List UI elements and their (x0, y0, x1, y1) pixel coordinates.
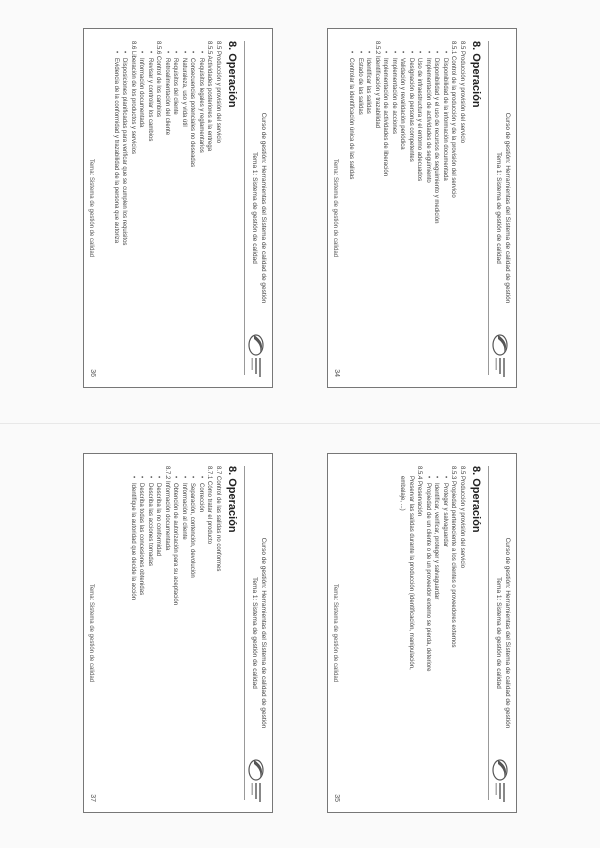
bullet-icon: • (155, 476, 162, 479)
slide-line (432, 466, 441, 800)
slide-line (407, 466, 416, 800)
line-text: Disposiciones planificadas para verificar que se cumplen los requisitos (121, 58, 128, 246)
slide-footer: Tema: Sistema de gestión de calidad (332, 583, 338, 683)
bullet-icon: • (189, 51, 196, 54)
slide-line (137, 41, 146, 375)
line-text: Implementación de actividades de seguimiento (425, 58, 431, 183)
logo-icon (246, 331, 268, 379)
line-text: 8.5 Producción y provisión del servicio (459, 41, 465, 144)
line-text: Propiedad de un cliente o de un proveedor externo se pierda, deteriore (425, 483, 431, 672)
bullet-icon: • (172, 476, 179, 479)
slide-line (449, 466, 458, 800)
line-text: Uso de infraestructura y el entorno adecuados (416, 58, 423, 182)
slide-line (180, 41, 189, 375)
line-text: Naturaleza, uso y vida útil (181, 58, 187, 127)
bullet-icon: • (399, 51, 406, 54)
header-line-2: Tema 1: Sistema de gestión de calidad (495, 577, 502, 689)
slide-body (112, 41, 223, 375)
bullet-icon: • (113, 51, 119, 54)
slide-line (214, 466, 223, 800)
slide-line (146, 466, 155, 800)
bullet-icon: • (181, 51, 187, 54)
slide-line (163, 41, 172, 375)
slide-line (129, 41, 138, 375)
slide-footer: Tema: Sistema de gestión de calidad (88, 583, 94, 683)
line-text: Identificar, verificar, proteger y salvaguardar (433, 483, 440, 600)
slide-line (381, 41, 390, 375)
slide-footer: Tema: Sistema de gestión de calidad (332, 158, 338, 258)
bullet-icon: • (138, 476, 145, 479)
page-fold (0, 423, 600, 424)
slide-line (171, 41, 180, 375)
line-text: Evidencia de la conformidad y trazabilidad de la persona que autoriza (113, 58, 119, 244)
line-text: 8.5 Producción y provisión del servicio (459, 466, 465, 569)
slide-line (137, 466, 146, 800)
bullet-icon: • (147, 476, 153, 479)
logo-icon (246, 756, 268, 804)
bullet-icon: • (172, 51, 179, 54)
slide-line (398, 466, 407, 800)
line-text: 8.6 Liberación de los productos y servicios (130, 41, 136, 155)
line-text: 8.5 Producción y provisión del servicio (215, 41, 221, 144)
line-text: Describa todas las concesiones obtenidas (138, 483, 145, 596)
bullet-icon: • (181, 476, 187, 479)
slide-line (180, 466, 189, 800)
line-text: 8.7.1 Cómo tratar el producto (206, 466, 213, 545)
page-number: 36 (89, 369, 96, 377)
bullet-icon: • (442, 51, 448, 54)
header-line-1: Curso de gestión: Herramientas del Sistema de calidad de gestión (504, 112, 511, 304)
line-text: 8.5.6 Control de los cambios (155, 41, 162, 118)
slide-line (347, 41, 356, 375)
slide-34 (327, 28, 517, 388)
slide-line (441, 41, 450, 375)
slide-line (424, 41, 433, 375)
slide-line (197, 41, 206, 375)
slide-line (205, 41, 214, 375)
bullet-icon: • (189, 476, 196, 479)
slide-line (146, 41, 155, 375)
slide-title: 8. Operación (470, 466, 482, 533)
slide-line (458, 466, 467, 800)
line-text: Obtención de autorización para su aceptación (172, 483, 179, 606)
line-text: 8.5.5 Actividades posteriores a la entrega (206, 41, 213, 152)
bullet-icon: • (425, 476, 431, 479)
slide-line (214, 41, 223, 375)
bullet-icon: • (391, 51, 397, 54)
slide-line (432, 41, 441, 375)
slide-line (458, 41, 467, 375)
slide-line (154, 41, 163, 375)
slide-body (129, 466, 223, 800)
bullet-icon: • (442, 476, 448, 479)
line-text: Información al cliente (181, 483, 187, 540)
page-number: 34 (333, 369, 340, 377)
line-text: Implementación de actividades de liberación (382, 58, 389, 177)
slide-line (205, 466, 214, 800)
line-text: Controlar la identificación única de las salidas (348, 58, 355, 180)
bullet-icon: • (198, 476, 204, 479)
logo-icon (490, 756, 512, 804)
slide-line (120, 41, 129, 375)
slide-37 (83, 453, 273, 813)
bullet-icon: • (198, 51, 204, 54)
line-text: Información documentada (138, 58, 145, 128)
slide-line (129, 466, 138, 800)
slide-line (163, 466, 172, 800)
header-line-2: Tema 1: Sistema de gestión de calidad (495, 152, 502, 264)
logo-icon (490, 331, 512, 379)
line-text: Identificar las salidas (365, 58, 372, 114)
line-text: Disponibilidad y el uso de recursos de seguimiento y medición (433, 58, 440, 224)
line-text: 8.7 Control de las salidas no conformes (215, 466, 221, 572)
slide-line (407, 41, 416, 375)
header-line-2: Tema 1: Sistema de gestión de calidad (251, 152, 258, 264)
bullet-icon: • (121, 51, 128, 54)
slide-line (188, 41, 197, 375)
bullet-icon: • (425, 51, 431, 54)
bullet-icon: • (382, 51, 389, 54)
bullet-icon: • (130, 476, 136, 479)
line-text: Separación, contención, devolución (189, 483, 196, 578)
line-text: 8.5.2 Identificación y trazabilidad (374, 41, 380, 129)
header-line-1: Curso de gestión: Herramientas del Sistema de calidad de gestión (504, 537, 511, 729)
line-text: Estado de las salidas (357, 58, 363, 115)
bullet-icon: • (147, 51, 153, 54)
slide-36 (83, 28, 273, 388)
bullet-icon: • (433, 51, 440, 54)
line-text: Requisitos del cliente (172, 58, 179, 115)
header-line-1: Curso de gestión: Herramientas del Sistema de calidad de gestión (260, 112, 267, 304)
slide-line (197, 466, 206, 800)
slide-line (415, 466, 424, 800)
line-text: 8.7.2 Información documentada (164, 466, 170, 551)
line-text: Corrección (198, 483, 204, 513)
line-text: Describa las acciones tomadas (147, 483, 153, 567)
line-text: 8.5.3 Propiedad perteneciente a los clientes o proveedores externos (450, 466, 457, 648)
line-text: Disponibilidad de la información documentada (442, 58, 448, 181)
page-number: 35 (333, 794, 340, 802)
line-text: embalaje, ...) (399, 476, 406, 511)
slide-title: 8. Operación (470, 41, 482, 108)
bullet-icon: • (357, 51, 363, 54)
line-text: Preservar las salidas durante la producción (identificación, manipulación, (408, 476, 414, 670)
bullet-icon: • (365, 51, 372, 54)
slide-line (154, 466, 163, 800)
slide-title: 8. Operación (226, 466, 238, 533)
line-text: Designación de personas competentes (408, 58, 414, 162)
slide-line (356, 41, 365, 375)
slide-line (449, 41, 458, 375)
slide-line (112, 41, 121, 375)
line-text: Describa la no conformidad (155, 483, 162, 557)
line-text: Retroalimentación del cliente (164, 58, 170, 136)
slide-body (347, 41, 466, 375)
slide-line (188, 466, 197, 800)
bullet-icon: • (408, 51, 414, 54)
slide-footer: Tema: Sistema de gestión de calidad (88, 158, 94, 258)
line-text: Validación y revalidación periódica (399, 58, 406, 150)
slide-line (390, 41, 399, 375)
header-line-1: Curso de gestión: Herramientas del Sistema de calidad de gestión (260, 537, 267, 729)
bullet-icon: • (164, 51, 170, 54)
line-text: Consecuencias potenciales no deseadas (189, 58, 196, 168)
slide-line (364, 41, 373, 375)
slide-title: 8. Operación (226, 41, 238, 108)
bullet-icon: • (433, 476, 440, 479)
line-text: Requisitos legales y reglamentarios (198, 58, 204, 153)
line-text: Implementación de acciones (391, 58, 397, 135)
line-text: 8.5.4 Preservación (416, 466, 423, 517)
line-text: Identifique la autoridad que decide la acción (130, 483, 136, 601)
line-text: Proteger y salvaguardar (442, 483, 448, 548)
slide-line (373, 41, 382, 375)
slide-line (171, 466, 180, 800)
slide-body (398, 466, 466, 800)
slide-line (424, 466, 433, 800)
header-line-2: Tema 1: Sistema de gestión de calidad (251, 577, 258, 689)
slide-line (415, 41, 424, 375)
line-text: Revisar y controlar los cambios (147, 58, 153, 142)
slide-35 (327, 453, 517, 813)
page-number: 37 (89, 794, 96, 802)
line-text: 8.5.1 Control de la producción y de la provisión del servicio (450, 41, 457, 198)
bullet-icon: • (348, 51, 355, 54)
bullet-icon: • (138, 51, 145, 54)
bullet-icon: • (416, 51, 423, 54)
slide-line (398, 41, 407, 375)
slide-line (441, 466, 450, 800)
